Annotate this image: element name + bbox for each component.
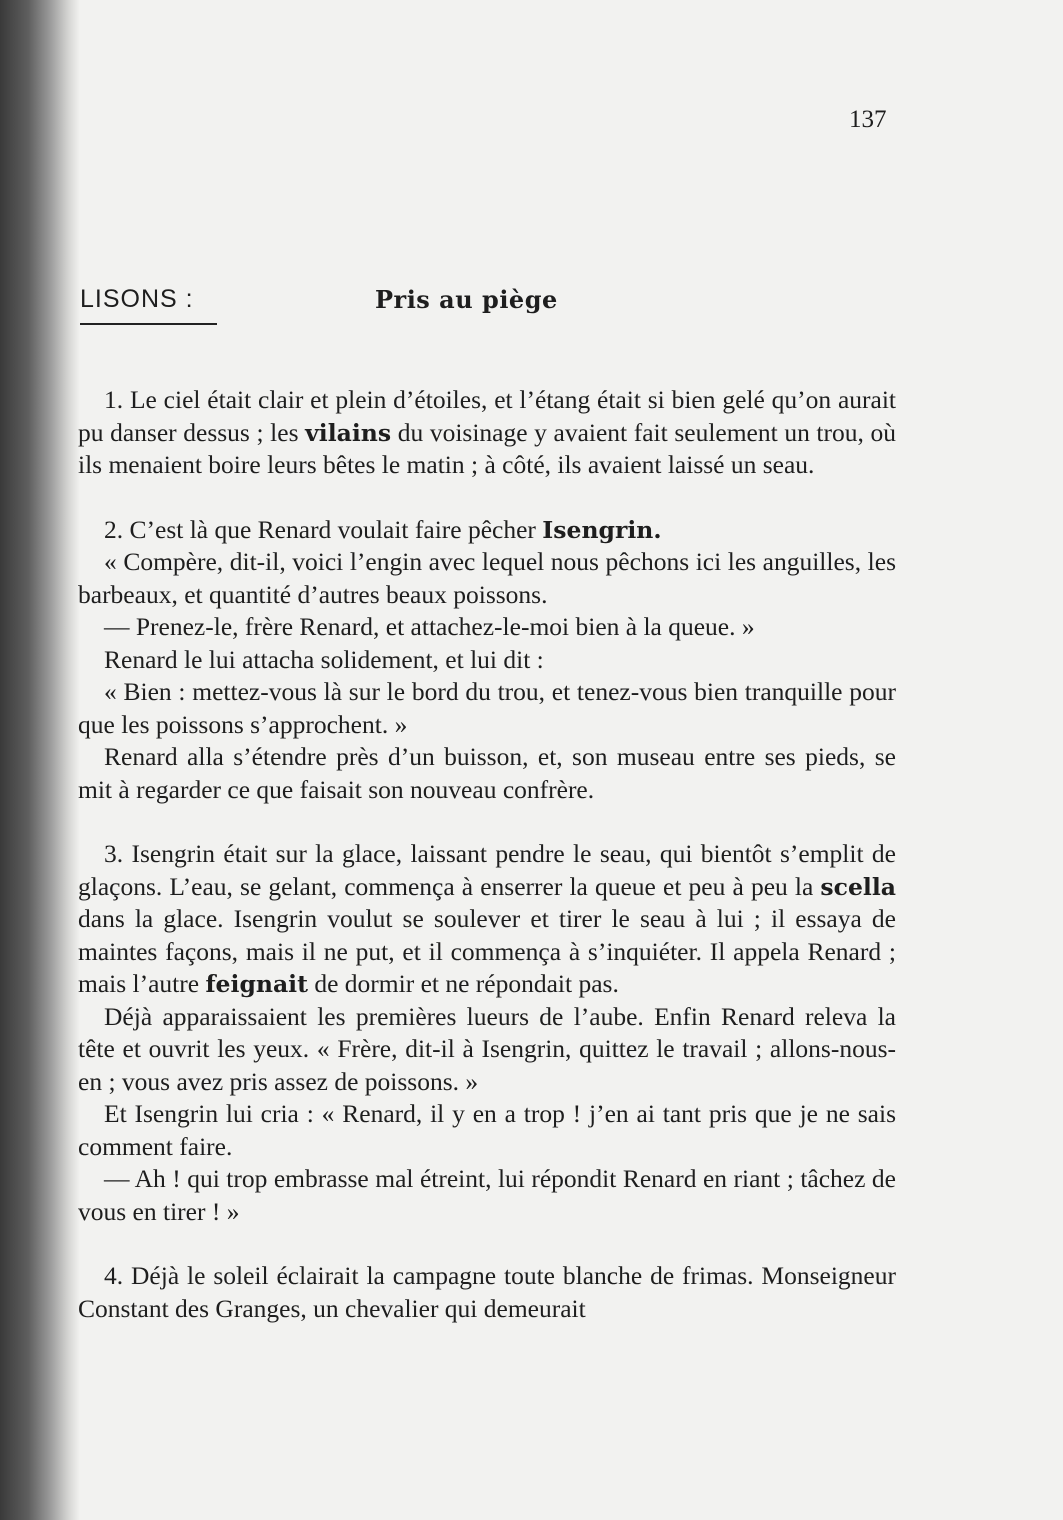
paragraph-1 xyxy=(78,384,896,482)
paragraph-3 xyxy=(78,838,896,1001)
paragraph-2-line-3: — Prenez-le, frère Renard, et attachez-le-moi bien à la queue. » xyxy=(104,612,755,641)
heading xyxy=(80,285,900,325)
paragraph-2-line-4: Renard le lui attacha solidement, et lui dit : xyxy=(104,644,544,674)
book-gutter-shadow xyxy=(0,0,80,1520)
p3-text-a: 3. Isengrin était sur la glace, laissant pendre le seau, qui bientôt s’emplit de glaçons. L’eau, se gelant, commença à enserrer la queue et peu à peu la xyxy=(78,839,896,901)
keyword-vilains: vilains xyxy=(305,418,392,447)
p3-text-c: de dormir et ne répondait pas. xyxy=(307,969,619,998)
paragraph-2 xyxy=(78,514,896,547)
paragraph-4: 4. Déjà le soleil éclairait la campagne toute blanche de frimas. Monseigneur Constant des Granges, un chevalier qui demeurait xyxy=(78,1261,896,1323)
p1-text-a: 1. Le ciel était clair et plein d’étoiles, et l’étang était si bien gelé qu’on aurait pu danser dessus ; les xyxy=(78,385,896,447)
page-number: 137 xyxy=(849,106,887,133)
paragraph-2-line-2: « Compère, dit-il, voici l’engin avec lequel nous pêchons ici les anguilles, les barbeaux, et quantité d’autres beaux poissons. xyxy=(78,547,896,609)
paragraph-3-line-4: — Ah ! qui trop embrasse mal étreint, lui répondit Renard en riant ; tâchez de vous en tirer ! » xyxy=(78,1164,896,1226)
p3-text-b: dans la glace. Isengrin voulut se soulever et tirer le seau à lui ; il essaya de maintes façons, mais il ne put, et il commença à s’inquiéter. Il appela Renard ; mais l’autre xyxy=(78,904,896,998)
p2-text-a: 2. C’est là que Renard voulait faire pêcher xyxy=(104,514,543,544)
section-label-underline xyxy=(80,323,217,325)
paragraph-2-line-6: Renard alla s’étendre près d’un buisson, et, son museau entre ses pieds, se mit à regarder ce que faisait son nouveau confrère. xyxy=(78,742,896,804)
body-text xyxy=(78,384,896,1325)
keyword-feignait: feignait xyxy=(205,970,308,998)
paragraph-3-line-2: Déjà apparaissaient les premières lueurs de l’aube. Enfin Renard releva la tête et ouvrit les yeux. « Frère, dit-il à Isengrin, quittez le travail ; allons-nous-en ; vous avez pris assez de poissons. » xyxy=(78,1001,896,1096)
section-label: LISONS : xyxy=(80,285,194,313)
keyword-scella: scella xyxy=(820,872,896,901)
paragraph-2-line-5: « Bien : mettez-vous là sur le bord du trou, et tenez-vous bien tranquille pour que les poissons s’approchent. » xyxy=(78,677,896,739)
keyword-isengrin: Isengrin. xyxy=(542,515,662,544)
page-title: Pris au piège xyxy=(375,285,558,314)
p1-text-b: du voisinage y avaient fait seulement un trou, où ils menaient boire leurs bêtes le matin ; à côté, ils avaient laissé un seau. xyxy=(78,417,896,479)
paragraph-3-line-3: Et Isengrin lui cria : « Renard, il y en a trop ! j’en ai tant pris que je ne sais comment faire. xyxy=(78,1099,896,1161)
